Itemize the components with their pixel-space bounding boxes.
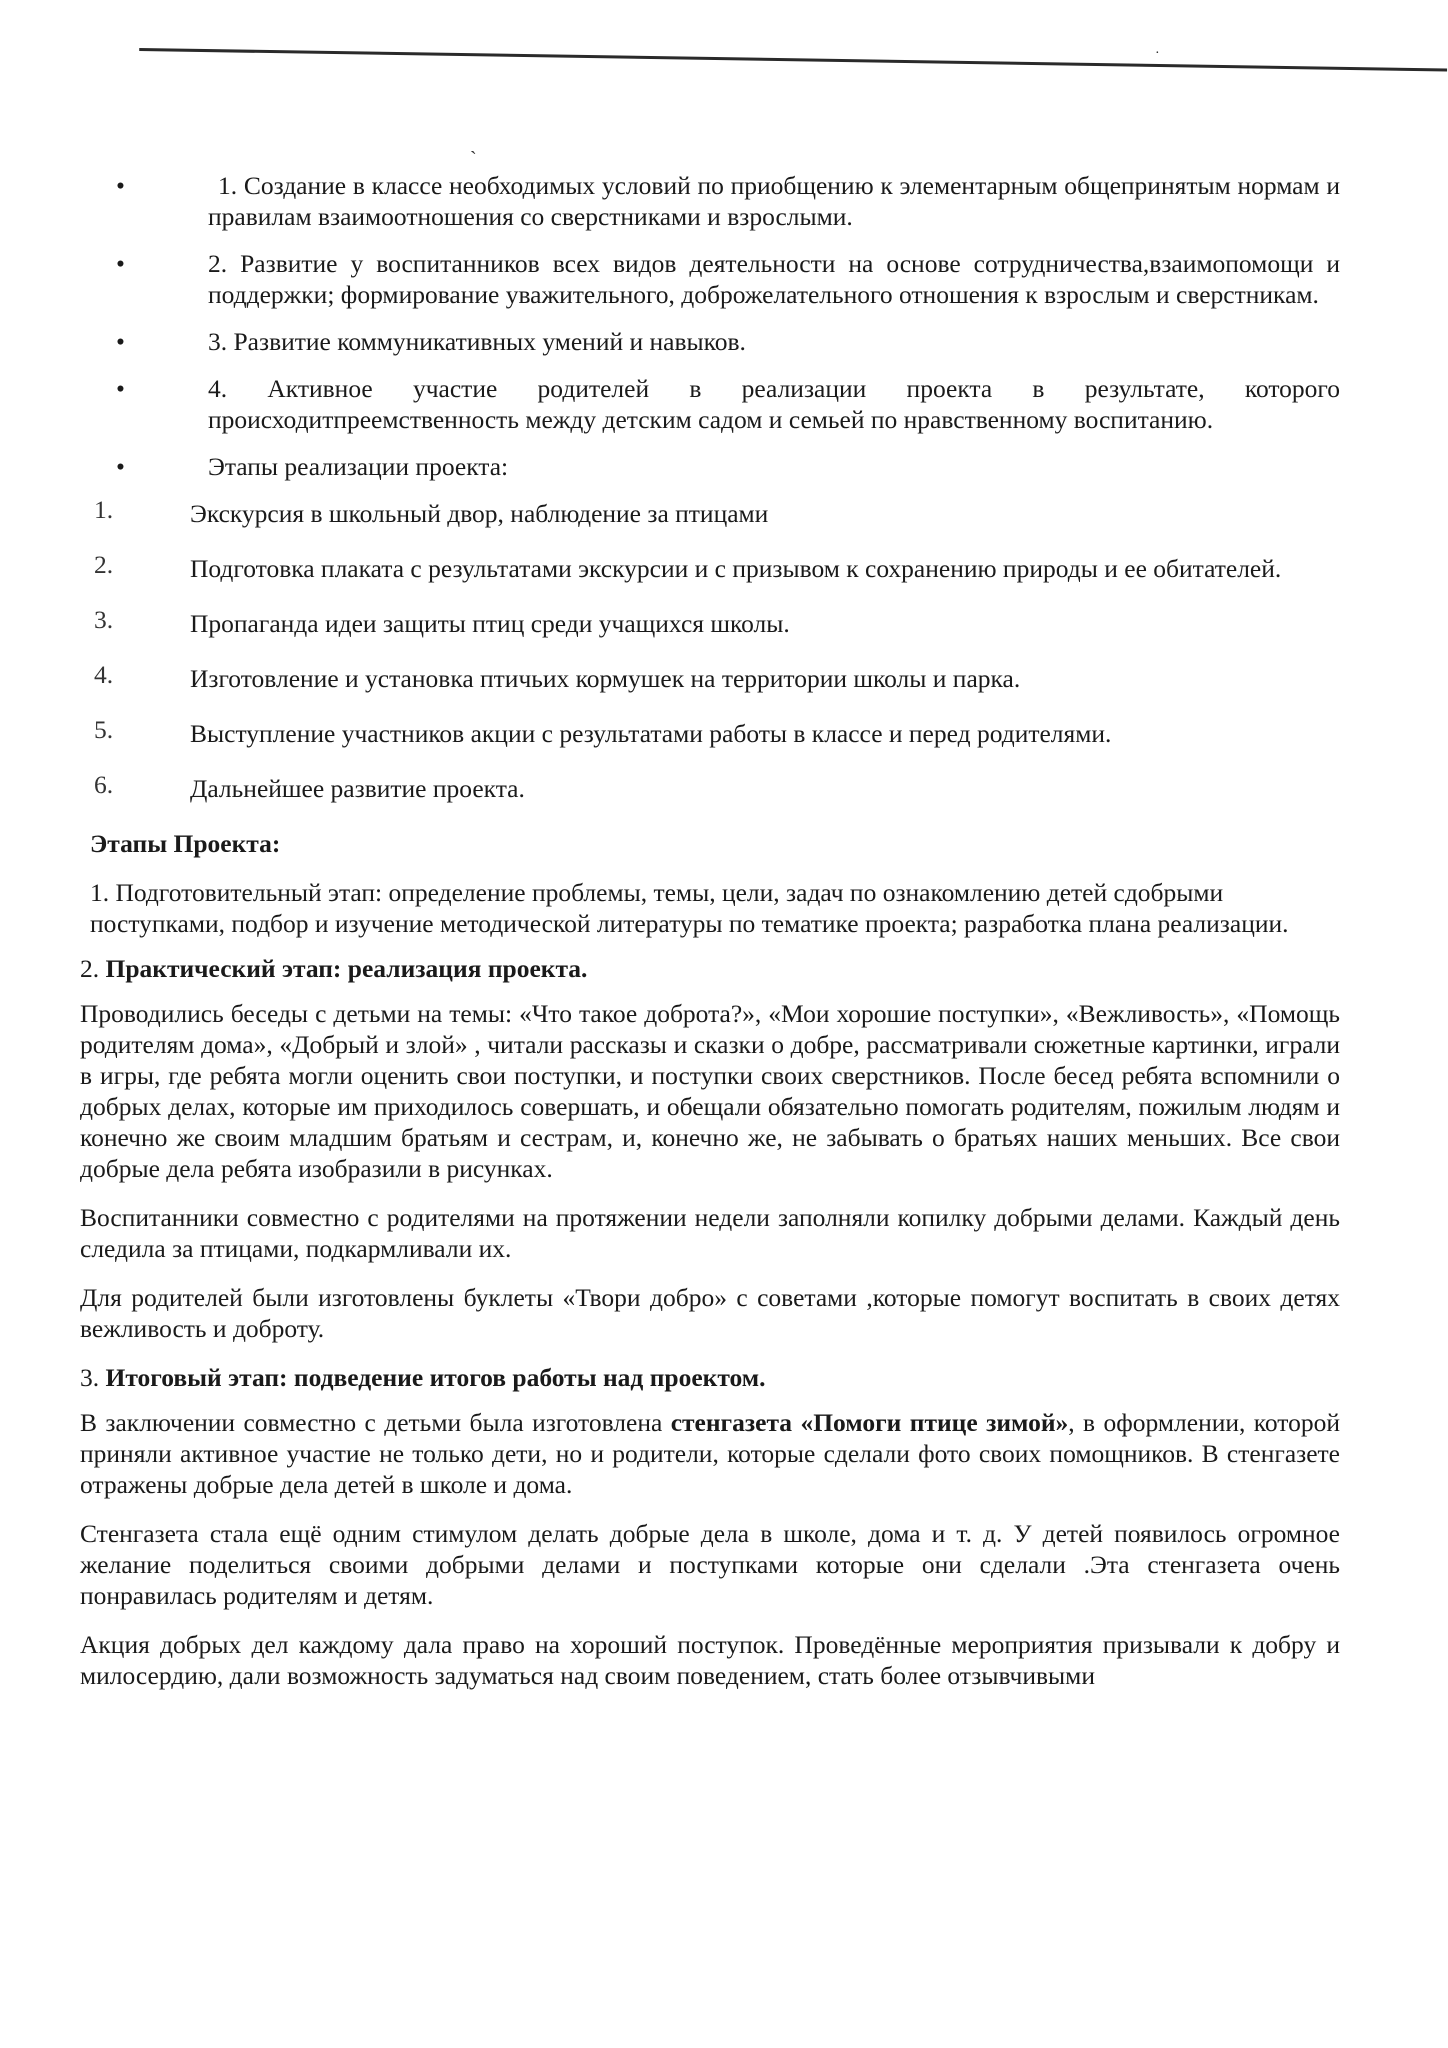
bullet-mark: • bbox=[116, 249, 125, 278]
stage-item bbox=[80, 495, 1340, 529]
paragraph: Проводились беседы с детьми на темы: «Что такое доброта?», «Мои хорошие поступки», «Вежливость», «Помощь родителям дома», «Добрый и злой» , читали рассказы и сказки о добре, рассматривали сюжетные картинки, играли в игры, где ребята могли оценить свои поступки, и поступки своих сверстников. После бесед ребята вспомнили о добрых делах, которые им приходилось совершать, и обещали обязательно помогать родителям, пожилым людям и конечно же своим младшим братьям и сестрам, и, конечно же, не забывать о братьях наших меньших. Все свои добрые дела ребята изобразили в рисунках. bbox=[80, 999, 1340, 1183]
paragraph: Стенгазета стала ещё одним стимулом делать добрые дела в школе, дома и т. д. У детей появилось огромное желание поделиться своими добрыми делами и поступками которые они сделали .Эта стенгазета очень понравилась родителям и детям. bbox=[80, 1519, 1340, 1610]
implementation-stages bbox=[80, 495, 1340, 804]
text-run: В заключении совместно с детьми была изготовлена bbox=[80, 1408, 671, 1437]
phase-preparatory bbox=[80, 877, 1340, 939]
stage-item bbox=[80, 550, 1340, 584]
stage-text: Экскурсия в школьный двор, наблюдение за птицами bbox=[190, 499, 769, 528]
document-page bbox=[80, 170, 1340, 1709]
goal-item bbox=[80, 326, 1340, 357]
phase-final-heading bbox=[80, 1362, 1340, 1393]
phase-title: Практический этап: реализация проекта. bbox=[105, 954, 588, 983]
stage-number: 1. bbox=[94, 495, 114, 524]
stage-number: 6. bbox=[94, 770, 114, 799]
goal-text: 2. Развитие у воспитанников всех видов деятельности на основе сотрудничества,взаимопомощи и поддержки; формирование уважительного, доброжелательного отношения к взрослым и сверстникам. bbox=[208, 249, 1340, 309]
goal-text: 3. Развитие коммуникативных умений и навыков. bbox=[208, 327, 746, 356]
phase-number: 3. bbox=[80, 1363, 100, 1392]
bullet-mark: • bbox=[116, 171, 125, 200]
stage-number: 5. bbox=[94, 715, 114, 744]
stage-text: Дальнейшее развитие проекта. bbox=[190, 774, 525, 803]
stage-number: 4. bbox=[94, 660, 114, 689]
scan-edge-line bbox=[139, 0, 1448, 72]
stage-item bbox=[80, 770, 1340, 804]
stage-text: Изготовление и установка птичьих кормушек на территории школы и парка. bbox=[190, 664, 1021, 693]
phase-title: Итоговый этап: подведение итогов работы над проектом. bbox=[105, 1363, 766, 1392]
bullet-mark: • bbox=[116, 374, 125, 403]
stage-text: Выступление участников акции с результатами работы в классе и перед родителями. bbox=[190, 719, 1112, 748]
bullet-mark: • bbox=[116, 327, 125, 356]
stage-item bbox=[80, 660, 1340, 694]
stage-number: 2. bbox=[94, 550, 114, 579]
stage-item bbox=[80, 605, 1340, 639]
goals-list bbox=[80, 170, 1340, 482]
phase-text: Подготовительный этап: определение проблемы, темы, цели, задач по ознакомлению детей сдобрыми поступками, подбор и изучение методической литературы по тематике проекта; разработка плана реализации. bbox=[90, 878, 1289, 938]
paragraph: Для родителей были изготовлены буклеты «Твори добро» с советами ,которые помогут воспитать в своих детях вежливость и доброту. bbox=[80, 1283, 1340, 1343]
stage-text: Подготовка плаката с результатами экскурсии и с призывом к сохранению природы и ее обитателей. bbox=[190, 554, 1282, 583]
paragraph: Акция добрых дел каждому дала право на хороший поступок. Проведённые мероприятия призывали к добру и милосердию, дали возможность задуматься над своим поведением, стать более отзывчивыми bbox=[80, 1630, 1340, 1690]
project-stages-heading: Этапы Проекта: bbox=[90, 829, 281, 858]
phase-practical-heading bbox=[80, 953, 1340, 984]
goal-item bbox=[80, 170, 1340, 232]
bullet-mark: • bbox=[116, 452, 125, 481]
stages-intro: Этапы реализации проекта: bbox=[208, 452, 509, 481]
paragraph: Воспитанники совместно с родителями на протяжении недели заполняли копилку добрыми делами. Каждый день следила за птицами, подкармливали их. bbox=[80, 1203, 1340, 1263]
goal-item bbox=[80, 248, 1340, 310]
phase-number: 2. bbox=[80, 954, 100, 983]
scan-speck: · bbox=[1155, 46, 1160, 61]
newspaper-title: стенгазета «Помоги птице зимой» bbox=[670, 1408, 1069, 1437]
goal-text: 1. Создание в классе необходимых условий по приобщению к элементарным общепринятым нормам и правилам взаимоотношения со сверстниками и взрослыми. bbox=[208, 171, 1340, 231]
stage-number: 3. bbox=[94, 605, 114, 634]
goal-text: 4. Активное участие родителей в реализации проекта в результате, которого происходитпреемственность между детским садом и семьей по нравственному воспитанию. bbox=[208, 374, 1340, 434]
phase-number: 1. bbox=[90, 878, 110, 907]
goal-item bbox=[80, 451, 1340, 482]
stage-text: Пропаганда идеи защиты птиц среди учащихся школы. bbox=[190, 609, 790, 638]
paragraph bbox=[80, 1407, 1340, 1500]
goal-item bbox=[80, 373, 1340, 435]
pen-mark: ` bbox=[470, 148, 477, 170]
text-run: , в оформлении, которой приняли активное участие не только дети, но и родители, которые сделали фото своих помощников. В стенгазете отражены добрые дела детей в школе и дома. bbox=[80, 1408, 1340, 1499]
stage-item bbox=[80, 715, 1340, 749]
